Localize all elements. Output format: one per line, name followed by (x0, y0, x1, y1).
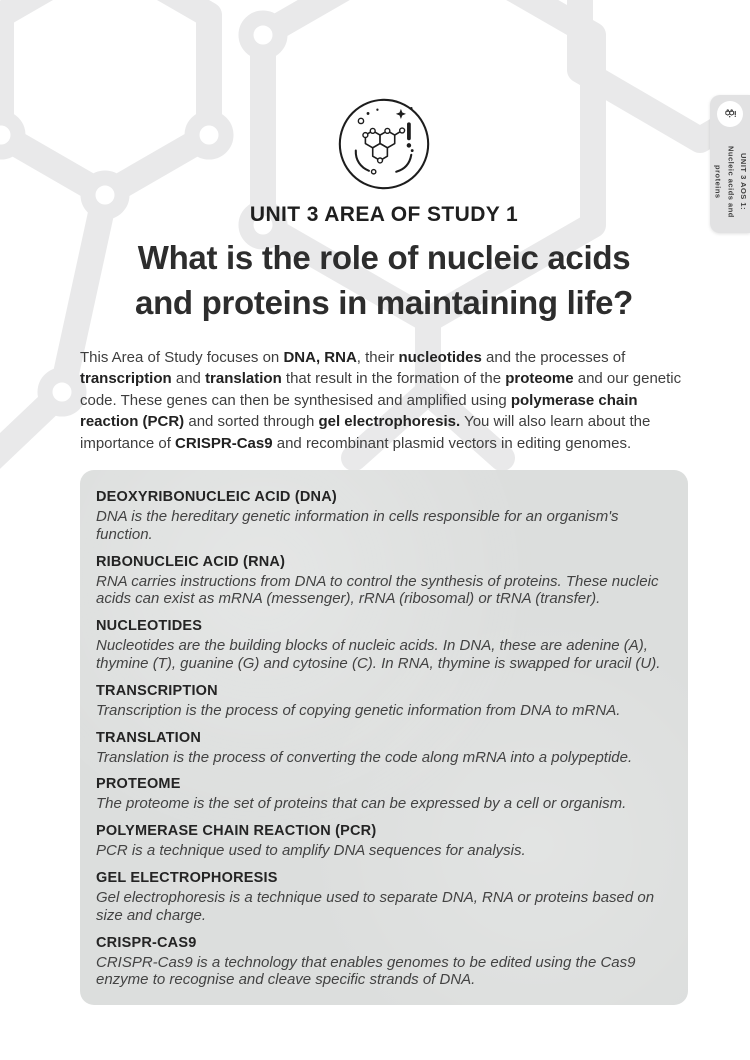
main-column (80, 0, 688, 1005)
glossary-term: TRANSLATION (96, 729, 202, 746)
glossary-definition: Transcription is the process of copying genetic information from DNA to mRNA. (96, 701, 621, 719)
intro-text: , their (356, 349, 399, 366)
page-title (80, 235, 688, 325)
glossary-term: DEOXYRIBONUCLEIC ACID (DNA) (96, 489, 337, 506)
glossary-term: CRISPR-CAS9 (96, 934, 197, 951)
molecule-icon (337, 97, 431, 191)
intro-text: and recombinant plasmid vectors in editing genomes. (272, 434, 632, 452)
title-line-2: and proteins in maintaining life? (135, 284, 633, 321)
intro-bold-term: proteome (505, 370, 574, 388)
kicker-heading: UNIT 3 AREA OF STUDY 1 (249, 203, 519, 226)
intro-bold-term: CRISPR-Cas9 (175, 434, 273, 452)
glossary-entry (96, 775, 672, 813)
glossary-entry (96, 869, 672, 925)
glossary-panel (80, 470, 688, 1005)
intro-bold-term: polymerase chain reaction (PCR) (80, 391, 638, 431)
intro-text: and (171, 370, 206, 388)
glossary-definition: CRISPR-Cas9 is a technology that enables genomes to be edited using the Cas9 enzyme to recognise and cleave specific strands of DNA. (96, 953, 636, 989)
glossary-entry (96, 682, 672, 720)
intro-text: that result in the formation of the (281, 370, 506, 388)
glossary-term: RIBONUCLEIC ACID (RNA) (96, 553, 286, 570)
glossary-term: TRANSCRIPTION (96, 682, 218, 699)
side-tab-label (711, 132, 749, 232)
glossary-definition: Nucleotides are the building blocks of nucleic acids. In DNA, these are adenine (A), thymine (T), guanine (G) and cytosine (C). In RNA, thymine is swapped for uracil (U). (96, 637, 661, 673)
title-line-1: What is the role of nucleic acids (137, 239, 631, 276)
intro-bold-term: nucleotides (398, 349, 482, 366)
glossary-entry (96, 729, 672, 767)
glossary-entry (96, 553, 672, 609)
intro-text: and the processes of (481, 349, 626, 366)
intro-text: You will also learn about the importance of (80, 413, 651, 452)
side-tab-unit3-aos1[interactable] (710, 95, 750, 233)
glossary-definition: The proteome is the set of proteins that can be expressed by a cell or organism. (96, 795, 627, 813)
glossary-entry (96, 822, 672, 860)
glossary-term: PROTEOME (96, 776, 181, 793)
glossary-definition: Translation is the process of converting the code along mRNA into a polypeptide. (96, 748, 633, 766)
intro-paragraph (80, 347, 688, 454)
intro-text: and sorted through (184, 413, 319, 431)
intro-bold-term: gel electrophoresis. (318, 413, 461, 431)
intro-bold-term: transcription (80, 370, 172, 388)
intro-bold-term: DNA, RNA (283, 349, 357, 366)
glossary-term: GEL ELECTROPHORESIS (96, 870, 278, 886)
glossary-definition: Gel electrophoresis is a technique used to separate DNA, RNA or proteins based on size and charge. (96, 889, 655, 924)
glossary-term: POLYMERASE CHAIN REACTION (PCR) (96, 823, 377, 840)
side-tab-line1: UNIT 3 AOS 1: (739, 153, 749, 211)
glossary-term: NUCLEOTIDES (96, 618, 203, 635)
glossary-entry (96, 934, 672, 990)
glossary-definition: RNA carries instructions from DNA to control the synthesis of proteins. These nucleic acids can exist as mRNA (messenger), rRNA (ribosomal) or tRNA (transfer). (96, 572, 659, 608)
glossary-entry (96, 488, 672, 544)
glossary-definition: DNA is the hereditary genetic information in cells responsible for an organism's function. (96, 508, 619, 543)
intro-text: and our genetic code. These genes can then be synthesised and amplified using (80, 370, 682, 409)
intro-text: This Area of Study focuses on (80, 349, 284, 366)
intro-bold-term: translation (205, 370, 282, 388)
side-tab-line2: Nucleic acids and proteins (713, 146, 736, 218)
glossary-entry (96, 617, 672, 673)
glossary-definition: PCR is a technique used to amplify DNA sequences for analysis. (96, 842, 526, 860)
molecule-badge-icon (717, 101, 743, 127)
